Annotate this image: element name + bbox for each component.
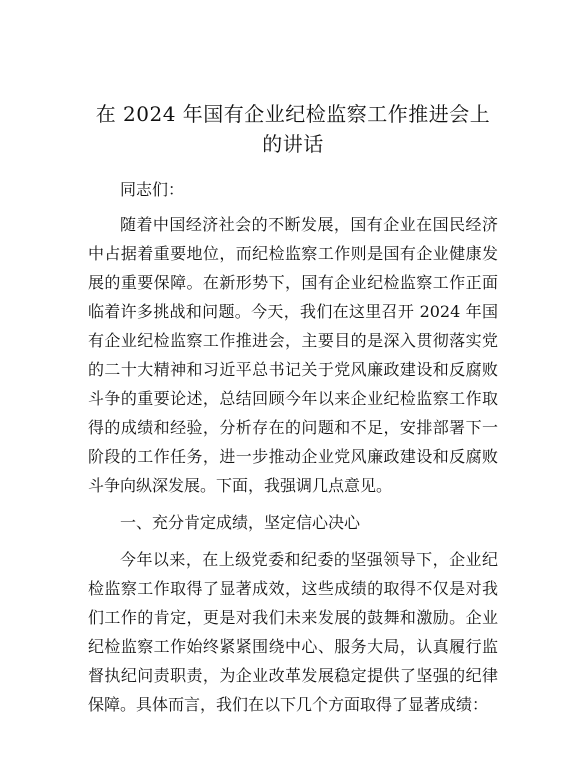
intro-paragraph: 随着中国经济社会的不断发展，国有企业在国民经济中占据着重要地位，而纪检监察工作则是国有企业健康发展的重要保障。在新形势下，国有企业纪检监察工作正面临着许多挑战和问题。今天，我们在这里召开 2024 年国有企业纪检监察工作推进会，主要目的是深入贯彻落实党的二十大精神和习近平总书记关于党风廉政建设和反腐败斗争的重要论述，总结回顾今年以来企业纪检监察工作取得的成绩和经验，分析存在的问题和不足，安排部署下一阶段的工作任务，进一步推动企业党风廉政建设和反腐败斗争向纵深发展。下面，我强调几点意见。 — [88, 215, 498, 495]
document-body — [88, 175, 498, 719]
greeting: 同志们： — [120, 180, 185, 199]
section-heading: 一、充分肯定成绩，坚定信心决心 — [120, 513, 361, 532]
document-title: 在 2024 年国有企业纪检监察工作推进会上的讲话 — [95, 102, 491, 156]
section-paragraph: 今年以来，在上级党委和纪委的坚强领导下，企业纪检监察工作取得了显著成效，这些成绩的取得不仅是对我们工作的肯定，更是对我们未来发展的鼓舞和激励。企业纪检监察工作始终紧紧围绕中心、服务大局，认真履行监督执纪问责职责，为企业改革发展稳定提供了坚强的纪律保障。具体而言，我们在以下几个方面取得了显著成绩： — [88, 550, 498, 714]
